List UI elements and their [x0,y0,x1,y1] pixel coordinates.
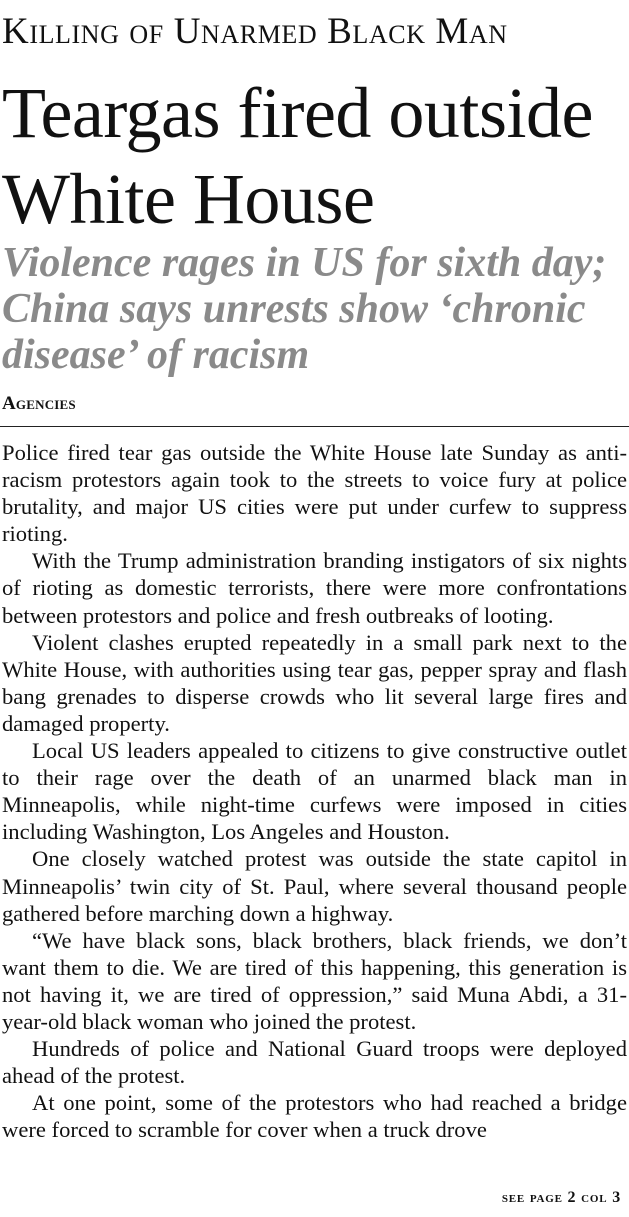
body-paragraph: Hundreds of police and National Guard troops were deployed ahead of the protest. [2,1036,627,1089]
body-paragraph: “We have black sons, black brothers, black friends, we don’t want them to die. We are tired of this happening, this generation is not having it, we are tired of oppression,” said Muna Abdi, a 31-year-old black woman who joined the protest. [2,927,627,1034]
article-body [2,439,627,1143]
body-paragraph: At one point, some of the protestors who had reached a bridge were forced to scramble for cover when a truck drove [2,1090,627,1143]
body-paragraph: Local US leaders appealed to citizens to give constructive outlet to their rage over the death of an unarmed black man in Minneapolis, while night-time curfews were imposed in cities including Washington, Los Angeles and Houston. [2,738,627,845]
body-paragraph: Violent clashes erupted repeatedly in a small park next to the White House, with authorities using tear gas, pepper spray and flash bang grenades to disperse crowds who lit several large fires and damaged property. [2,629,627,736]
body-paragraph: With the Trump administration branding instigators of six nights of rioting as domestic terrorists, there were more confrontations between protestors and police and fresh outbreaks of looting. [2,548,627,628]
article-kicker: Killing of Unarmed Black Man [2,11,508,52]
article-byline: Agencies [2,393,76,414]
article-headline: Teargas fired outside White House [2,73,593,239]
body-paragraph: One closely watched protest was outside the state capitol in Minneapolis’ twin city of St. Paul, where several thousand people gathered before marching down a highway. [2,846,627,926]
byline-divider [0,426,629,427]
article-subheadline: Violence rages in US for sixth day; China says unrests show ‘chronic disease’ of racism [2,240,607,378]
continuation-reference: see page 2 col 3 [501,1189,621,1206]
body-paragraph: Police fired tear gas outside the White House late Sunday as anti-racism protestors again took to the streets to voice fury at police brutality, and major US cities were put under curfew to suppress rioting. [2,440,627,547]
